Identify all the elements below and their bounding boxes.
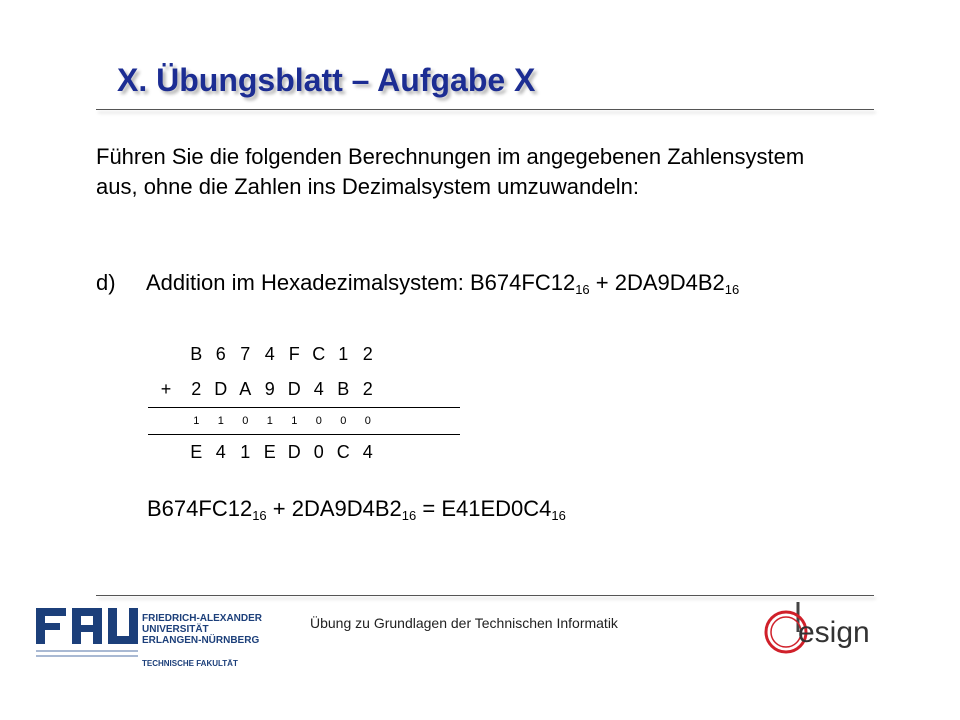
fau-university-name: FRIEDRICH-ALEXANDER UNIVERSITÄT ERLANGEN-NÜRNBERG <box>142 613 262 646</box>
sum-cell: 0 <box>313 442 324 462</box>
sum-cell: C <box>336 442 350 462</box>
task-d <box>96 270 739 296</box>
calc-cell: 9 <box>264 379 275 399</box>
calc-cell: 7 <box>240 344 251 364</box>
calc-cell: 1 <box>338 344 349 364</box>
title-divider <box>96 109 874 110</box>
operand-row-2 <box>148 372 460 407</box>
carry-cell: 1 <box>291 415 298 427</box>
sum-cell: D <box>287 442 301 462</box>
result-sum: = E41ED0C4 <box>416 496 552 521</box>
slide-title: X. Übungsblatt – Aufgabe X <box>117 62 536 98</box>
calc-cell: 2 <box>362 379 373 399</box>
sum-cell: E <box>190 442 203 462</box>
operand-row-1 <box>148 337 460 372</box>
carry-cell: 1 <box>266 415 273 427</box>
calc-cell: 2 <box>191 379 202 399</box>
carry-cell: 1 <box>217 415 224 427</box>
task-plus: + 2DA9D4B2 <box>589 270 725 295</box>
carry-cell: 0 <box>315 415 322 427</box>
result-base-b: 16 <box>401 508 417 523</box>
footer-course-title: Übung zu Grundlagen der Technischen Informatik <box>310 615 618 631</box>
carry-cell: 0 <box>340 415 347 427</box>
calc-cell: F <box>288 344 300 364</box>
calc-cell: D <box>214 379 228 399</box>
sum-cell: 4 <box>362 442 373 462</box>
result-base-a: 16 <box>252 508 267 523</box>
carry-cell: 0 <box>364 415 371 427</box>
hex-addition-table <box>148 337 460 470</box>
task-base-2: 16 <box>724 282 740 297</box>
calc-cell: B <box>337 379 350 399</box>
task-label: d) <box>96 270 116 295</box>
calc-cell: A <box>239 379 252 399</box>
intro-text: Führen Sie die folgenden Berechnungen im angegebenen Zahlensystem aus, ohne die Zahlen ins Dezimalsystem umzuwandeln: <box>96 144 805 199</box>
task-text: Addition im Hexadezimalsystem: B674FC12 <box>146 270 576 295</box>
footer-divider <box>96 595 874 596</box>
calc-cell: 4 <box>264 344 275 364</box>
sum-cell: 1 <box>240 442 251 462</box>
calc-cell: 4 <box>313 379 324 399</box>
sum-cell: E <box>263 442 276 462</box>
sum-row <box>148 435 460 470</box>
calc-cell: B <box>190 344 203 364</box>
sum-cell: 4 <box>215 442 226 462</box>
plus-sign: + <box>160 379 172 399</box>
carry-cell: 1 <box>193 415 200 427</box>
result-base-c: 16 <box>551 508 566 523</box>
design-logo-text: esign <box>798 616 870 649</box>
calc-cell: 2 <box>362 344 373 364</box>
task-base-1: 16 <box>575 282 590 297</box>
carry-row <box>148 408 460 434</box>
result-operand-b: + 2DA9D4B2 <box>266 496 402 521</box>
calc-cell: 6 <box>215 344 226 364</box>
calc-cell: D <box>287 379 301 399</box>
calc-cell: C <box>312 344 326 364</box>
carry-cell: 0 <box>242 415 249 427</box>
fau-faculty: TECHNISCHE FAKULTÄT <box>142 659 238 668</box>
result-equation <box>147 496 566 522</box>
result-operand-a: B674FC12 <box>147 496 253 521</box>
